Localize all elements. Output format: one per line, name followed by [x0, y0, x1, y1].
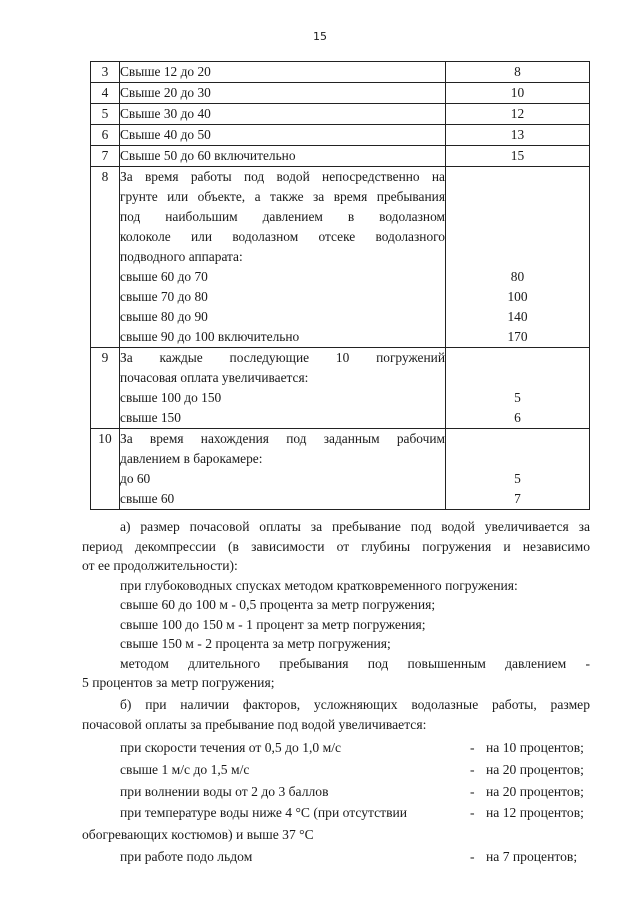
cell-text: Свыше 12 до 20 — [120, 64, 211, 79]
factor-line — [82, 824, 590, 846]
cell-value — [446, 167, 589, 187]
factor-text: обогревающих костюмов) и выше 37 °С — [82, 827, 314, 843]
cell-value — [446, 247, 589, 267]
cell-value: 80 — [510, 269, 525, 284]
cell-value: 15 — [510, 148, 525, 163]
factor-dash: - — [470, 783, 475, 799]
factor-value: на 10 процентов; — [486, 740, 584, 755]
cell-value: 13 — [510, 127, 525, 142]
text-line: почасовой оплаты за пребывание под водой увеличивается: — [82, 716, 427, 732]
row-number: 3 — [91, 62, 120, 83]
cell-text: За время работы под водой непосредственно на — [120, 169, 445, 184]
cell-value: 10 — [510, 85, 525, 100]
paragraph-b — [82, 695, 590, 734]
factor-text: при работе подо льдом — [120, 848, 253, 864]
cell-value — [446, 429, 589, 449]
row-rate — [446, 104, 590, 125]
row-number: 9 — [91, 348, 120, 429]
row-number: 6 — [91, 125, 120, 146]
cell-value: 170 — [507, 329, 528, 344]
factor-text: при волнении воды от 2 до 3 баллов — [120, 783, 329, 799]
row-description — [120, 83, 446, 104]
row-description — [120, 348, 446, 429]
cell-text: до 60 — [120, 471, 151, 486]
cell-text: подводного аппарата: — [120, 249, 243, 264]
cell-value: 100 — [507, 289, 528, 304]
factor-line — [82, 802, 590, 824]
paragraph-a — [82, 517, 590, 693]
text-line: свыше 150 м - 2 процента за метр погружения; — [120, 636, 391, 651]
row-rate — [446, 348, 590, 429]
text-line: а) размер почасовой оплаты за пребывание под водой увеличивается за — [120, 519, 590, 534]
cell-text: Свыше 40 до 50 — [120, 127, 211, 142]
cell-value: 140 — [507, 309, 528, 324]
cell-text: За время нахождения под заданным рабочим — [120, 431, 445, 446]
cell-text: свыше 70 до 80 — [120, 289, 208, 304]
row-number: 5 — [91, 104, 120, 125]
row-description — [120, 125, 446, 146]
factor-text: свыше 1 м/с до 1,5 м/с — [120, 761, 250, 777]
cell-value — [446, 449, 589, 469]
row-rate — [446, 62, 590, 83]
row-description — [120, 62, 446, 83]
rates-table — [90, 61, 590, 510]
cell-text: свыше 60 до 70 — [120, 269, 208, 284]
factor-text: при температуре воды ниже 4 °С (при отсутствии — [120, 805, 408, 821]
factor-dash: - — [470, 761, 475, 777]
table-row — [91, 62, 590, 83]
row-rate — [446, 167, 590, 348]
factor-line — [82, 759, 590, 781]
text-line: 5 процентов за метр погружения; — [82, 675, 275, 690]
cell-value: 7 — [514, 491, 521, 506]
cell-value: 5 — [514, 471, 521, 486]
factor-value: на 7 процентов; — [486, 848, 578, 864]
row-rate — [446, 146, 590, 167]
cell-value: 6 — [514, 410, 521, 425]
factor-text: при скорости течения от 0,5 до 1,0 м/с — [120, 740, 342, 755]
row-description — [120, 429, 446, 510]
factor-value: на 20 процентов; — [486, 783, 584, 799]
row-number: 8 — [91, 167, 120, 348]
text-line: при глубоководных спусках методом кратковременного погружения: — [120, 577, 518, 593]
table-row — [91, 104, 590, 125]
cell-text: колоколе или водолазном отсеке водолазного — [120, 229, 445, 244]
text-line: б) при наличии факторов, усложняющих водолазные работы, размер — [120, 697, 590, 712]
cell-text: под наибольшим давлением в водолазном — [120, 209, 445, 224]
cell-text: почасовая оплата увеличивается: — [120, 370, 309, 385]
table-row — [91, 429, 590, 510]
row-number: 10 — [91, 429, 120, 510]
row-description — [120, 104, 446, 125]
cell-value: 5 — [514, 390, 521, 405]
factor-line — [82, 781, 590, 803]
cell-text: Свыше 50 до 60 включительно — [120, 148, 296, 163]
cell-value — [446, 187, 589, 207]
cell-text: свыше 100 до 150 — [120, 390, 222, 405]
cell-text: Свыше 20 до 30 — [120, 85, 211, 100]
cell-value: 12 — [510, 106, 525, 121]
cell-text: Свыше 30 до 40 — [120, 106, 211, 121]
table-row — [91, 125, 590, 146]
factor-dash: - — [470, 848, 475, 864]
table-row — [91, 83, 590, 104]
cell-value — [446, 368, 589, 388]
row-rate — [446, 83, 590, 104]
text-line: методом длительного пребывания под повышенным давлением - — [120, 655, 590, 671]
table-row — [91, 146, 590, 167]
row-description — [120, 167, 446, 348]
row-number: 4 — [91, 83, 120, 104]
cell-text: свыше 150 — [120, 410, 181, 425]
row-description — [120, 146, 446, 167]
table-row — [91, 167, 590, 348]
cell-text: грунте или объекте, а также за время пребывания — [120, 189, 445, 204]
table-row — [91, 348, 590, 429]
cell-text: За каждые последующие 10 погружений — [120, 350, 445, 365]
row-rate — [446, 125, 590, 146]
factor-value: на 20 процентов; — [486, 761, 584, 777]
factor-line — [82, 846, 590, 868]
cell-text: свыше 60 — [120, 491, 175, 506]
cell-value — [446, 348, 589, 368]
text-line: свыше 60 до 100 м - 0,5 процента за метр погружения; — [120, 597, 436, 612]
cell-text: свыше 90 до 100 включительно — [120, 329, 300, 344]
text-line: свыше 100 до 150 м - 1 процент за метр погружения; — [120, 616, 426, 632]
cell-text: давлением в барокамере: — [120, 451, 263, 466]
factor-line — [82, 737, 590, 759]
factor-dash: - — [470, 740, 475, 755]
text-line: от ее продолжительности): — [82, 558, 238, 573]
cell-value: 8 — [514, 64, 521, 79]
factor-list — [82, 737, 590, 868]
cell-value — [446, 227, 589, 247]
factor-dash: - — [470, 805, 475, 821]
cell-value — [446, 207, 589, 227]
row-rate — [446, 429, 590, 510]
cell-text: свыше 80 до 90 — [120, 309, 208, 324]
row-number: 7 — [91, 146, 120, 167]
page-number: 15 — [313, 30, 327, 43]
text-line: период декомпрессии (в зависимости от глубины погружения и независимо — [82, 538, 590, 554]
factor-value: на 12 процентов; — [486, 805, 584, 821]
